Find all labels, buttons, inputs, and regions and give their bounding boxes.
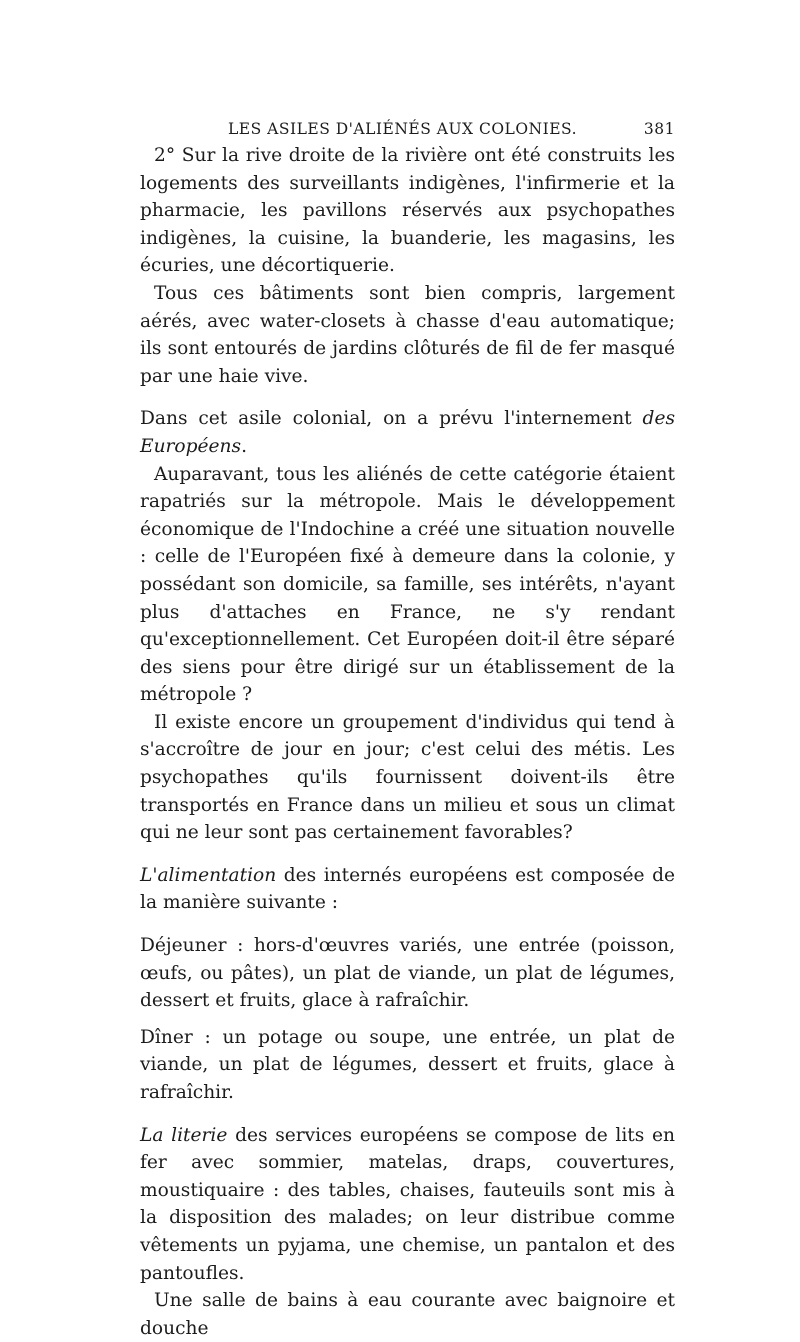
paragraph-tail-text: des internés européens est composée de la manière suivante : bbox=[140, 864, 675, 914]
paragraph-dejeuner: Déjeuner : hors-d'œuvres variés, une entrée (poisson, œufs, ou pâtes), un plat de viande, un plat de légumes, dessert et fruits, glace à rafraîchir. bbox=[140, 935, 675, 1012]
paragraph-tail-text: . bbox=[241, 435, 247, 457]
paragraph-salle-de-bains: Une salle de bains à eau courante avec baignoire et douche bbox=[140, 1290, 675, 1339]
running-title: LES ASILES D'ALIÉNÉS AUX COLONIES. bbox=[228, 120, 578, 138]
paragraph-literie bbox=[140, 1122, 675, 1288]
running-head bbox=[140, 112, 675, 142]
italic-phrase: des Européens bbox=[140, 408, 675, 457]
book-page bbox=[140, 112, 675, 1342]
paragraph-metis: Il existe encore un groupement d'individus qui tend à s'accroître de jour en jour; c'est celui des métis. Les psychopathes qu'ils fournissent doivent-ils être transportés en France dans un milieu et sous un climat qui ne leur sont pas certainement favorables? bbox=[140, 711, 675, 844]
italic-phrase: La literie bbox=[140, 1124, 228, 1146]
paragraph-tail-text: des services européens se compose de lits en fer avec sommier, matelas, draps, couvertures, moustiquaire : des tables, chaises, fauteuils sont mis à la disposition des malades; on leur distribue comme vêtements un pyjama, une chemise, un pantalon et des pantoufles. bbox=[140, 1124, 675, 1284]
italic-phrase: L'alimentation bbox=[140, 864, 277, 886]
page-number: 381 bbox=[643, 120, 675, 138]
paragraph-buildings-description: Tous ces bâtiments sont bien compris, largement aérés, avec water-closets à chasse d'eau automatique; ils sont entourés de jardins clôturés de fil de fer masqué par une haie vive. bbox=[140, 282, 675, 387]
paragraph-repatriation: Auparavant, tous les aliénés de cette catégorie étaient rapatriés sur la métropole. Mais le développement économique de l'Indochine a créé une situation nouvelle : celle de l'Européen fixé à demeure dans la colonie, y possédant son domicile, sa famille, ses intérêts, n'ayant plus d'attaches en France, ne s'y rendant qu'exceptionnellement. Cet Européen doit-il être séparé des siens pour être dirigé sur un établissement de la métropole ? bbox=[140, 463, 675, 706]
paragraph-buildings-right-bank: 2° Sur la rive droite de la rivière ont été construits les logements des surveillants indigènes, l'infirmerie et la pharmacie, les pavillons réservés aux psychopathes indigènes, la cuisine, la buanderie, les magasins, les écuries, une décortiquerie. bbox=[140, 145, 675, 277]
paragraph-alimentation bbox=[140, 862, 675, 917]
paragraph-europeans-internment bbox=[140, 405, 675, 460]
paragraph-diner: Dîner : un potage ou soupe, une entrée, un plat de viande, un plat de légumes, dessert et fruits, glace à rafraîchir. bbox=[140, 1026, 675, 1103]
paragraph-lead-text: Dans cet asile colonial, on a prévu l'internement bbox=[140, 408, 643, 430]
